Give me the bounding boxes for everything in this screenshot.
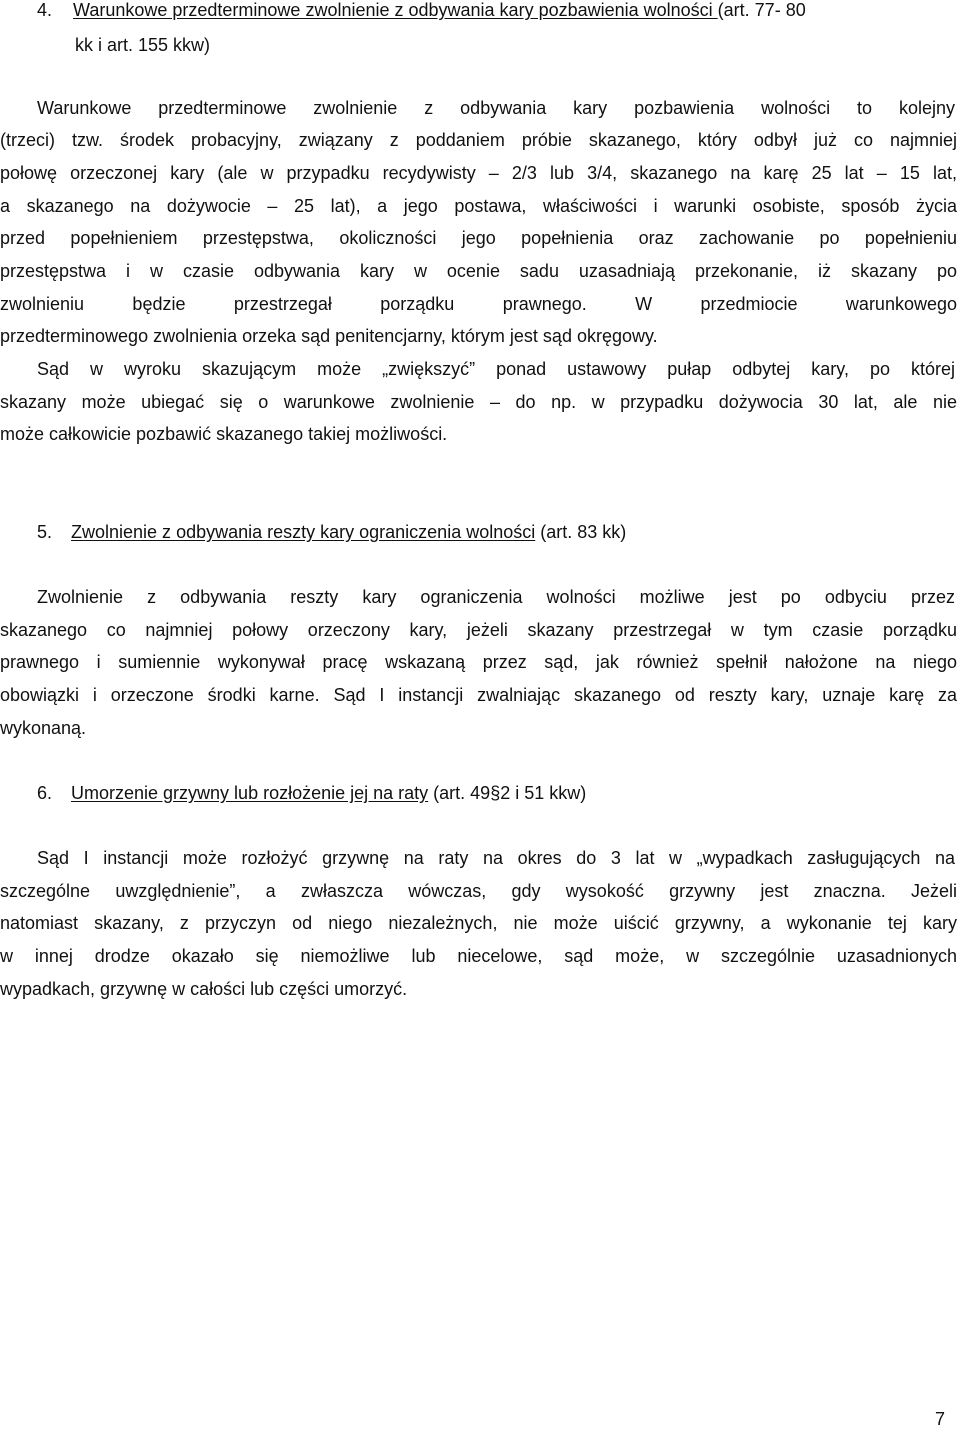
section-4-number: 4. (37, 0, 53, 20)
section-5-heading (37, 520, 626, 544)
s4-p1-line: przedterminowego zwolnienia orzeka sąd penitencjarny, którym jest sąd okręgowy. (0, 326, 658, 346)
section-6-heading (37, 781, 586, 805)
s6-p-line: Sąd I instancji może rozłożyć grzywnę na raty na okres do 3 lat w „wypadkach zasługujących na (37, 848, 955, 868)
s4-p1-line: (trzeci) tzw. środek probacyjny, związany z poddaniem próbie skazanego, który odbył już co najmniej (0, 130, 957, 150)
s5-p-line: wykonaną. (0, 718, 87, 738)
s5-p-line: obowiązki i orzeczone środki karne. Sąd I instancji zwalniając skazanego od reszty kary, uznaje karę za (0, 685, 957, 705)
s4-p2-line: skazany może ubiegać się o warunkowe zwolnienie – do np. w przypadku dożywocia 30 lat, ale nie (0, 392, 957, 412)
s6-p-line: w innej drodze okazało się niemożliwe lub niecelowe, sąd może, w szczególnie uzasadnionych (0, 946, 957, 966)
section-6-ref: (art. 49§2 i 51 kkw) (428, 783, 587, 803)
page-number: 7 (935, 1409, 946, 1429)
s5-p-line: Zwolnienie z odbywania reszty kary ograniczenia wolności możliwe jest po odbyciu przez (37, 587, 955, 607)
section-4-heading (37, 0, 806, 22)
section-4-title: Warunkowe przedterminowe zwolnienie z odbywania kary pozbawienia wolności (73, 0, 718, 20)
section-4-heading-cont (75, 33, 210, 57)
s4-p1-line: połowę orzeczonej kary (ale w przypadku recydywisty – 2/3 lub 3/4, skazanego na karę 25 lat – 15 lat, (0, 163, 957, 183)
s4-p1-line: zwolnieniu będzie przestrzegał porządku prawnego. W przedmiocie warunkowego (0, 294, 957, 314)
s5-p-line: prawnego i sumiennie wykonywał pracę wskazaną przez sąd, jak również spełnił nałożone na niego (0, 652, 957, 672)
section-4-ref-a: (art. 77- 80 (717, 0, 806, 20)
s6-p-line: natomiast skazany, z przyczyn od niego niezależnych, nie może uiścić grzywny, a wykonanie tej kary (0, 913, 957, 933)
s6-p-line: szczególne uwzględnienie”, a zwłaszcza wówczas, gdy wysokość grzywny jest znaczna. Jeżeli (0, 881, 957, 901)
s6-p-line: wypadkach, grzywnę w całości lub części umorzyć. (0, 979, 408, 999)
s4-p2-line: Sąd w wyroku skazującym może „zwiększyć” ponad ustawowy pułap odbytej kary, po której (37, 359, 955, 379)
section-6-number: 6. (37, 783, 53, 803)
s4-p1-line: przestępstwa i w czasie odbywania kary w ocenie sadu uzasadniają przekonanie, iż skazany po (0, 261, 957, 281)
s4-p1-line: a skazanego na dożywocie – 25 lat), a jego postawa, właściwości i warunki osobiste, sposób życia (0, 196, 957, 216)
section-5-ref: (art. 83 kk) (535, 522, 627, 542)
section-4-ref-b: kk i art. 155 kkw) (75, 35, 211, 55)
section-6-title: Umorzenie grzywny lub rozłożenie jej na raty (71, 783, 429, 803)
section-5-number: 5. (37, 522, 53, 542)
section-5-title: Zwolnienie z odbywania reszty kary ograniczenia wolności (71, 522, 536, 542)
s5-p-line: skazanego co najmniej połowy orzeczony kary, jeżeli skazany przestrzegał w tym czasie porządku (0, 620, 957, 640)
s4-p1-line: przed popełnieniem przestępstwa, okoliczności jego popełnienia oraz zachowanie po popełnieniu (0, 228, 957, 248)
s4-p2-line: może całkowicie pozbawić skazanego takiej możliwości. (0, 424, 448, 444)
s4-p1-line: Warunkowe przedterminowe zwolnienie z odbywania kary pozbawienia wolności to kolejny (37, 98, 955, 118)
